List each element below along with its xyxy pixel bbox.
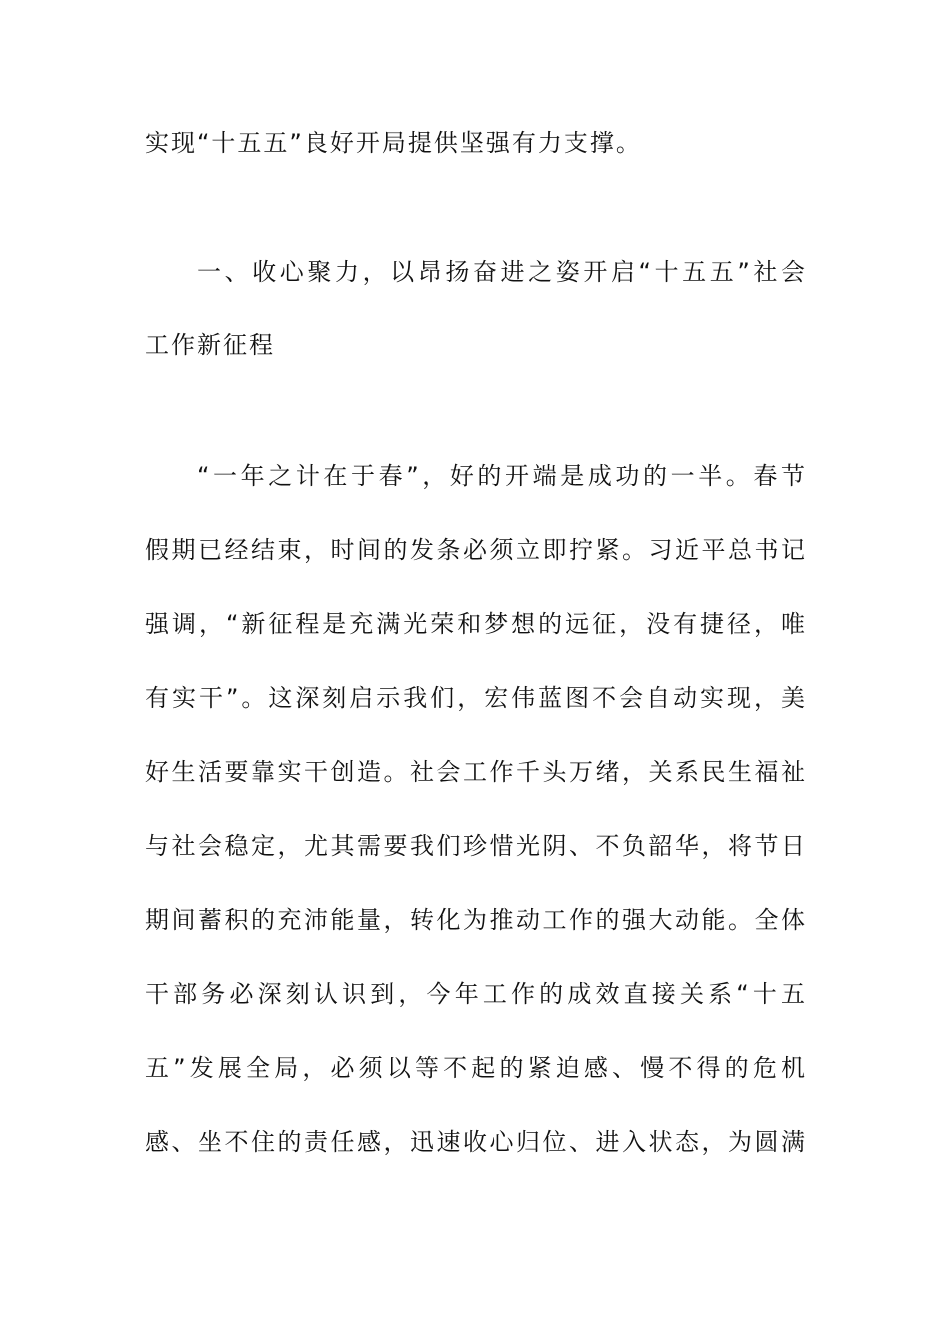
- body-line: 干部务必深刻认识到，今年工作的成效直接关系“十五: [145, 980, 805, 1008]
- paragraph-tail-line: 实现“十五五”良好开局提供坚强有力支撑。: [145, 129, 642, 157]
- body-line: “一年之计在于春”，好的开端是成功的一半。春节: [197, 462, 805, 490]
- body-line: 有实干”。这深刻启示我们，宏伟蓝图不会自动实现，美: [145, 684, 805, 712]
- section-heading-line-1: 一、收心聚力，以昂扬奋进之姿开启“十五五”社会: [197, 258, 805, 286]
- section-heading-line-2: 工作新征程: [145, 331, 275, 359]
- body-line: 期间蓄积的充沛能量，转化为推动工作的强大动能。全体: [145, 906, 805, 934]
- body-line: 感、坐不住的责任感，迅速收心归位、进入状态，为圆满: [145, 1128, 805, 1156]
- body-line: 与社会稳定，尤其需要我们珍惜光阴、不负韶华，将节日: [145, 832, 805, 860]
- body-line: 好生活要靠实干创造。社会工作千头万绪，关系民生福祉: [145, 758, 805, 786]
- body-line: 假期已经结束，时间的发条必须立即拧紧。习近平总书记: [145, 536, 805, 564]
- body-line: 强调，“新征程是充满光荣和梦想的远征，没有捷径，唯: [145, 610, 805, 638]
- body-line: 五”发展全局，必须以等不起的紧迫感、慢不得的危机: [145, 1054, 805, 1082]
